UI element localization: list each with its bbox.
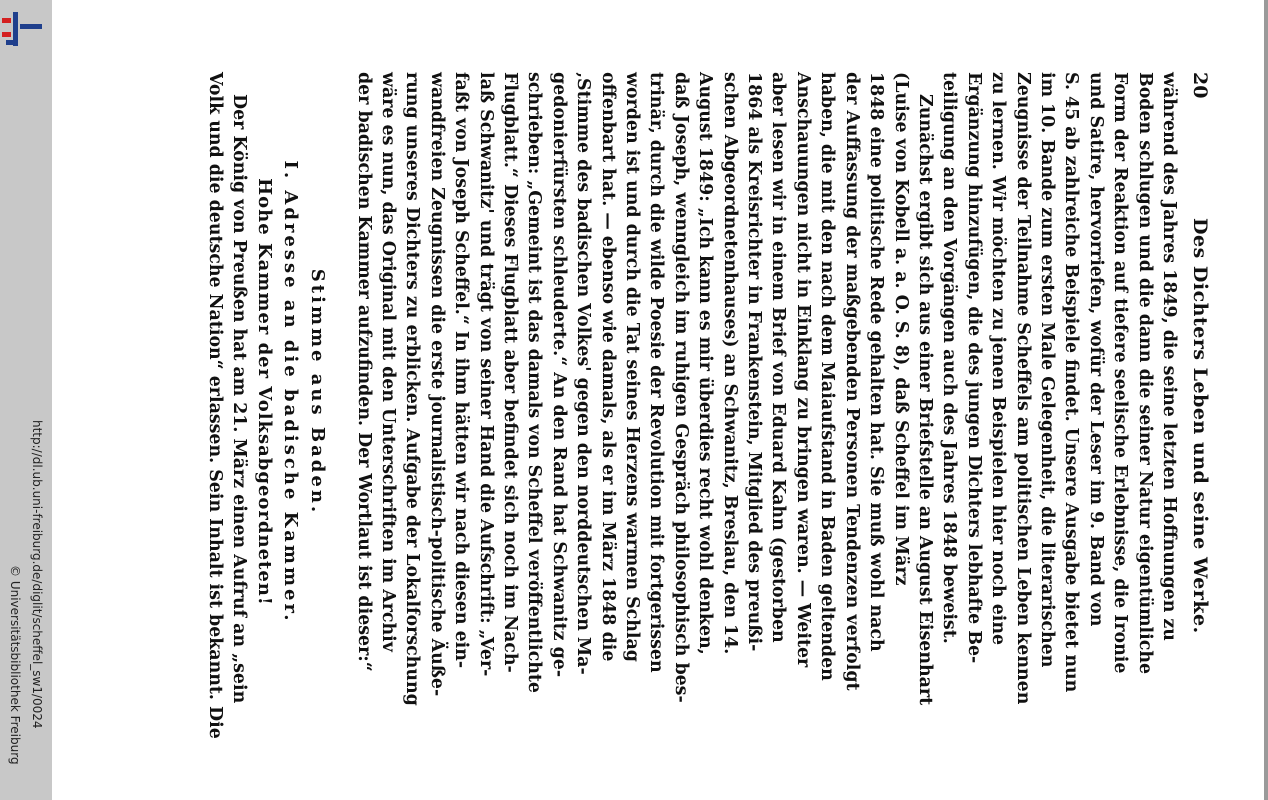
text-line: wandfreien Zeugnissen die erste journalistisch-politische Äuße- <box>426 72 447 697</box>
page-header <box>1181 72 1215 712</box>
text-line: worden ist und durch die Tat seines Herzens warmen Schlag <box>622 72 643 662</box>
copyright-notice: © Universitätsbibliothek Freiburg <box>8 565 22 765</box>
text-line: S. 45 ab zahlreiche Beispiele findet. Unsere Ausgabe bietet nun <box>1061 72 1082 693</box>
text-line: wäre es nun, das Original mit den Unterschriften im Archiv <box>378 72 398 652</box>
text-line: aber lesen wir in einem Brief von Eduard Kahn (gestorben <box>768 72 789 643</box>
text-line: daß Joseph, wenngleich im ruhigen Gespräch philosophisch bes- <box>670 72 691 703</box>
sidebar <box>0 0 52 800</box>
text-line: der badischen Kammer aufzufinden. Der Wortlaut ist dieser:“ <box>353 72 374 672</box>
text-line: Zeugnisse der Teilnahme Scheffels am politischen Leben kennen <box>1012 72 1033 705</box>
subsection-heading: I. Adresse an die badische Kammer. <box>280 160 302 624</box>
scrollbar[interactable] <box>1264 0 1268 800</box>
text-line: und Satire, hervorriefen, wofür der Leser im 9. Band von <box>1085 72 1106 627</box>
text-line: haben, die mit den nach dem Maiaufstand in Baden geltenden <box>817 72 838 681</box>
text-line: schen Abgeordnetenhauses) an Schwanitz, Breslau, den 14. <box>719 72 740 655</box>
text-line: Zunächst ergibt sich aus einer Briefstelle an August Eisenhart <box>914 94 935 706</box>
text-line: Anschauungen nicht in Einklang zu bringen waren. — Weiter <box>792 72 813 668</box>
text-line: Form der Reaktion auf tiefere seelische Erlebnisse, die Ironie <box>1110 72 1131 674</box>
text-line: laß Schwanitz' und trägt von seiner Hand die Aufschrift: „Ver- <box>475 72 496 677</box>
text-line: 1848 eine politische Rede gehalten hat. Sie muß wohl nach <box>866 72 887 652</box>
text-line: Ergänzung hinzufügen, die des jungen Dichters lebhafte Be- <box>963 72 984 664</box>
text-line: im 10. Bande zum ersten Male Gelegenheit, die literarischen <box>1036 72 1057 668</box>
salutation: Hohe Kammer der Volksabgeordneten! <box>254 178 276 606</box>
text-line: Volk und die deutsche Nation“ erlassen. Sein Inhalt ist bekannt. Die <box>204 72 225 739</box>
text-line: Boden schlugen und die dann die seiner Natur eigentümliche <box>1134 72 1155 675</box>
text-line: 1864 als Kreisrichter in Frankenstein, Mitglied des preußi- <box>744 72 765 652</box>
paragraph-flugblatt <box>351 72 937 712</box>
text-line: Flugblatt.“ Dieses Flugblatt aber befindet sich noch im Nach- <box>500 72 521 673</box>
text-line: der Auffassung der maßgebenden Personen Tendenzen verfolgt <box>841 72 862 691</box>
scanned-page <box>155 72 1215 739</box>
paragraph-address <box>202 72 251 739</box>
text-line: (Luise von Kobell a. a. O. S. 8), daß Scheffel im März <box>890 72 911 586</box>
text-line: während des Jahres 1849, die seine letzten Hoffnungen zu <box>1159 72 1179 641</box>
text-line: teiligung an den Vorgängen auch des Jahres 1848 beweist. <box>939 72 960 644</box>
text-line: offenbart hat. — ebenso wie damals, als er im März 1848 die <box>597 72 618 662</box>
running-title: Des Dichters Leben und seine Werke. <box>1189 218 1211 634</box>
text-line: faßt von Joseph Scheffel.“ In ihm hätten wir nach diesen ein- <box>451 72 472 669</box>
section-heading: Stimme aus Baden. <box>307 268 329 516</box>
text-line: ‚Stimme des badischen Volkes' gegen den norddeutschen Ma- <box>573 72 594 675</box>
text-line: gedonierfürsten schleuderte.“ An den Rand hat Schwanitz ge- <box>548 72 569 678</box>
paragraph-intro <box>937 72 1181 712</box>
text-line: rung unseres Dichters zu erblicken. Aufgabe der Lokalforschung <box>402 72 423 706</box>
text-line: Der König von Preußen hat am 21. März einen Aufruf an „sein <box>229 94 250 704</box>
text-line: August 1849: „Ich kann es mir überdies recht wohl denken, <box>695 72 716 655</box>
text-line: trinär, durch die wilde Poesie der Revolution mit fortgerissen <box>646 72 667 673</box>
text-line: schrieben: „Gemeint ist das damals von Scheffel veröffentlichte <box>524 72 545 693</box>
text-line: zu lernen. Wir möchten zu jenen Beispielen hier noch eine <box>988 72 1009 646</box>
page-number: 20 <box>1189 72 1211 99</box>
source-url[interactable]: http://dl.ub.uni-freiburg.de/diglit/scheffel_sw1/0024 <box>30 420 44 729</box>
